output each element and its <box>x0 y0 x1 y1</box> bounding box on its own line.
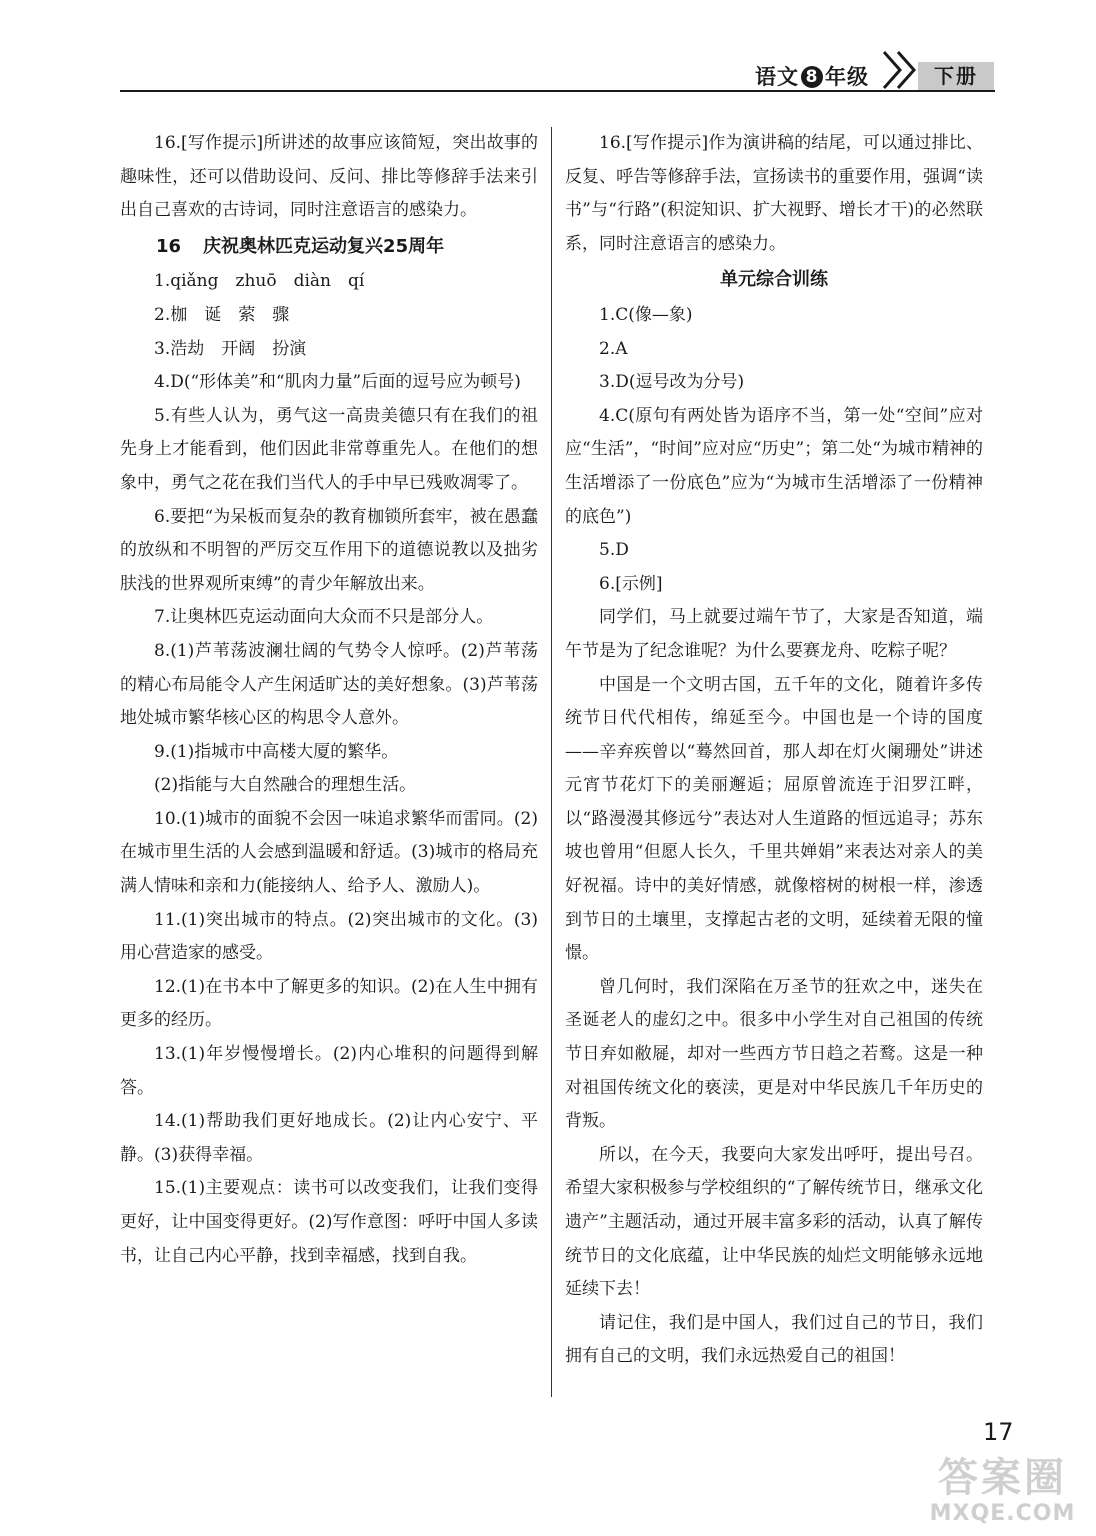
answer-15: 15.(1)主要观点：读书可以改变我们，让我们变得更好，让中国变得更好。(2)写作意图：呼吁中国人多读书，让自己内心平静，找到幸福感，找到自我。 <box>120 1178 538 1266</box>
header-rule <box>120 90 995 92</box>
answer-14: 14.(1)帮助我们更好地成长。(2)让内心安宁、平静。(3)获得幸福。 <box>120 1111 538 1165</box>
answer-11: 11.(1)突出城市的特点。(2)突出城市的文化。(3)用心营造家的感受。 <box>120 909 538 964</box>
essay-paragraph: 同学们，马上就要过端午节了，大家是否知道，端午节是为了纪念谁呢？为什么要赛龙舟、吃粽子呢？ <box>565 607 983 661</box>
answer-2: 2.枷 诞 萦 骤 <box>154 304 290 325</box>
answer-6: 6.要把“为呆板而复杂的教育枷锁所套牢，被在愚蠢的放纵和不明智的严厉交互作用下的道德说教以及拙劣肤浅的世界观所束缚”的青少年解放出来。 <box>120 506 538 594</box>
unit-answer-1: 1.C(像—象) <box>599 304 693 325</box>
double-chevron-icon <box>880 48 922 92</box>
answer-3: 3.浩劫 开阔 扮演 <box>154 338 307 359</box>
essay-paragraph: 中国是一个文明古国，五千年的文化，随着许多传统节日代代相传，绵延至今。中国也是一个诗的国度——辛弃疾曾以“蓦然回首，那人却在灯火阑珊处”讲述元宵节花灯下的美丽邂逅；屈原曾流连于汨罗江畔，以“路漫漫其修远兮”表达对人生道路的恒远追寻；苏东坡也曾用“但愿人长久，千里共婵娟”来表达对亲人的美好祝福。诗中的美好情感，就像榕树的树根一样，渗透到节日的土壤里，支撑起古老的文明，延续着无限的憧憬。 <box>565 674 983 964</box>
watermark-cn: 答案圈 <box>938 1455 1067 1501</box>
right-writing-tip: 16.[写作提示]作为演讲稿的结尾，可以通过排比、反复、呼告等修辞手法，宣扬读书的重要作用，强调“读书”与“行路”(积淀知识、扩大视野、增长才干)的必然联系，同时注意语言的感染力。 <box>565 133 983 254</box>
unit-answer-4: 4.C(原句有两处皆为语序不当，第一处“空间”应对应“生活”，“时间”应对应“历史”；第二处“为城市精神的生活增添了一份底色”应为“为城市生活增添了一份精神的底色”) <box>565 405 983 527</box>
watermark-en: MXQE.COM <box>929 1501 1076 1526</box>
watermark-logo <box>915 1455 1090 1533</box>
answer-4: 4.D(“形体美”和“肌肉力量”后面的逗号应为顿号) <box>154 372 521 393</box>
column-divider <box>551 127 552 1397</box>
grade-number-badge: 8 <box>801 66 823 88</box>
essay-paragraph: 曾几何时，我们深陷在万圣节的狂欢之中，迷失在圣诞老人的虚幻之中。很多中小学生对自己祖国的传统节日弃如敝屣，却对一些西方节日趋之若鹜。这是一种对祖国传统文化的亵渎，更是对中华民族几千年历史的背叛。 <box>565 976 983 1132</box>
essay-paragraph: 所以，在今天，我要向大家发出呼吁，提出号召。希望大家积极参与学校组织的“了解传统节日，继承文化遗产”主题活动，通过开展丰富多彩的活动，认真了解传统节日的文化底蕴，让中华民族的灿烂文明能够永远地延续下去！ <box>565 1144 983 1300</box>
answer-9-part1: 9.(1)指城市中高楼大厦的繁华。 <box>154 741 399 762</box>
lesson-title: 庆祝奥林匹克运动复兴25周年 <box>203 235 445 257</box>
unit-answer-5: 5.D <box>599 540 629 561</box>
header-title <box>755 62 869 92</box>
answer-8: 8.(1)芦苇荡波澜壮阔的气势令人惊呼。(2)芦苇荡的精心布局能令人产生闲适旷达的美好想象。(3)芦苇荡地处城市繁华核心区的构思令人意外。 <box>120 640 538 729</box>
answer-1: 1.qiǎng zhuō diàn qí <box>154 271 365 292</box>
unit-answer-3: 3.D(逗号改为分号) <box>599 372 745 393</box>
subject-label: 语文 <box>755 65 799 89</box>
left-writing-tip: 16.[写作提示]所讲述的故事应该简短，突出故事的趣味性，还可以借助设问、反问、排比等修辞手法来引出自己喜欢的古诗词，同时注意语言的感染力。 <box>120 133 538 221</box>
unit-heading: 单元综合训练 <box>720 269 828 291</box>
right-column <box>565 127 983 1374</box>
unit-answer-6: 6.[示例] <box>599 573 663 594</box>
answer-9-part2: (2)指能与大自然融合的理想生活。 <box>154 775 417 796</box>
answer-7: 7.让奥林匹克运动面向大众而不只是部分人。 <box>154 607 494 628</box>
unit-answer-2: 2.A <box>599 338 628 359</box>
answer-5: 5.有些人认为，勇气这一高贵美德只有在我们的祖先身上才能看到，他们因此非常尊重先人。在他们的想象中，勇气之花在我们当代人的手中早已残败凋零了。 <box>120 405 538 493</box>
answer-10: 10.(1)城市的面貌不会因一味追求繁华而雷同。(2)在城市里生活的人会感到温暖和舒适。(3)城市的格局充满人情味和亲和力(能接纳人、给予人、激励人)。 <box>120 808 538 897</box>
left-column <box>120 127 538 1273</box>
page-number: 17 <box>983 1418 1014 1446</box>
volume-tab: 下册 <box>918 62 994 90</box>
answer-12: 12.(1)在书本中了解更多的知识。(2)在人生中拥有更多的经历。 <box>120 976 538 1031</box>
essay-paragraph: 请记住，我们是中国人，我们过自己的节日，我们拥有自己的文明，我们永远热爱自己的祖国！ <box>565 1312 983 1367</box>
lesson-heading <box>120 230 538 264</box>
lesson-number: 16 <box>156 235 182 257</box>
grade-suffix: 年级 <box>825 65 869 89</box>
answer-13: 13.(1)年岁慢慢增长。(2)内心堆积的问题得到解答。 <box>120 1044 538 1098</box>
